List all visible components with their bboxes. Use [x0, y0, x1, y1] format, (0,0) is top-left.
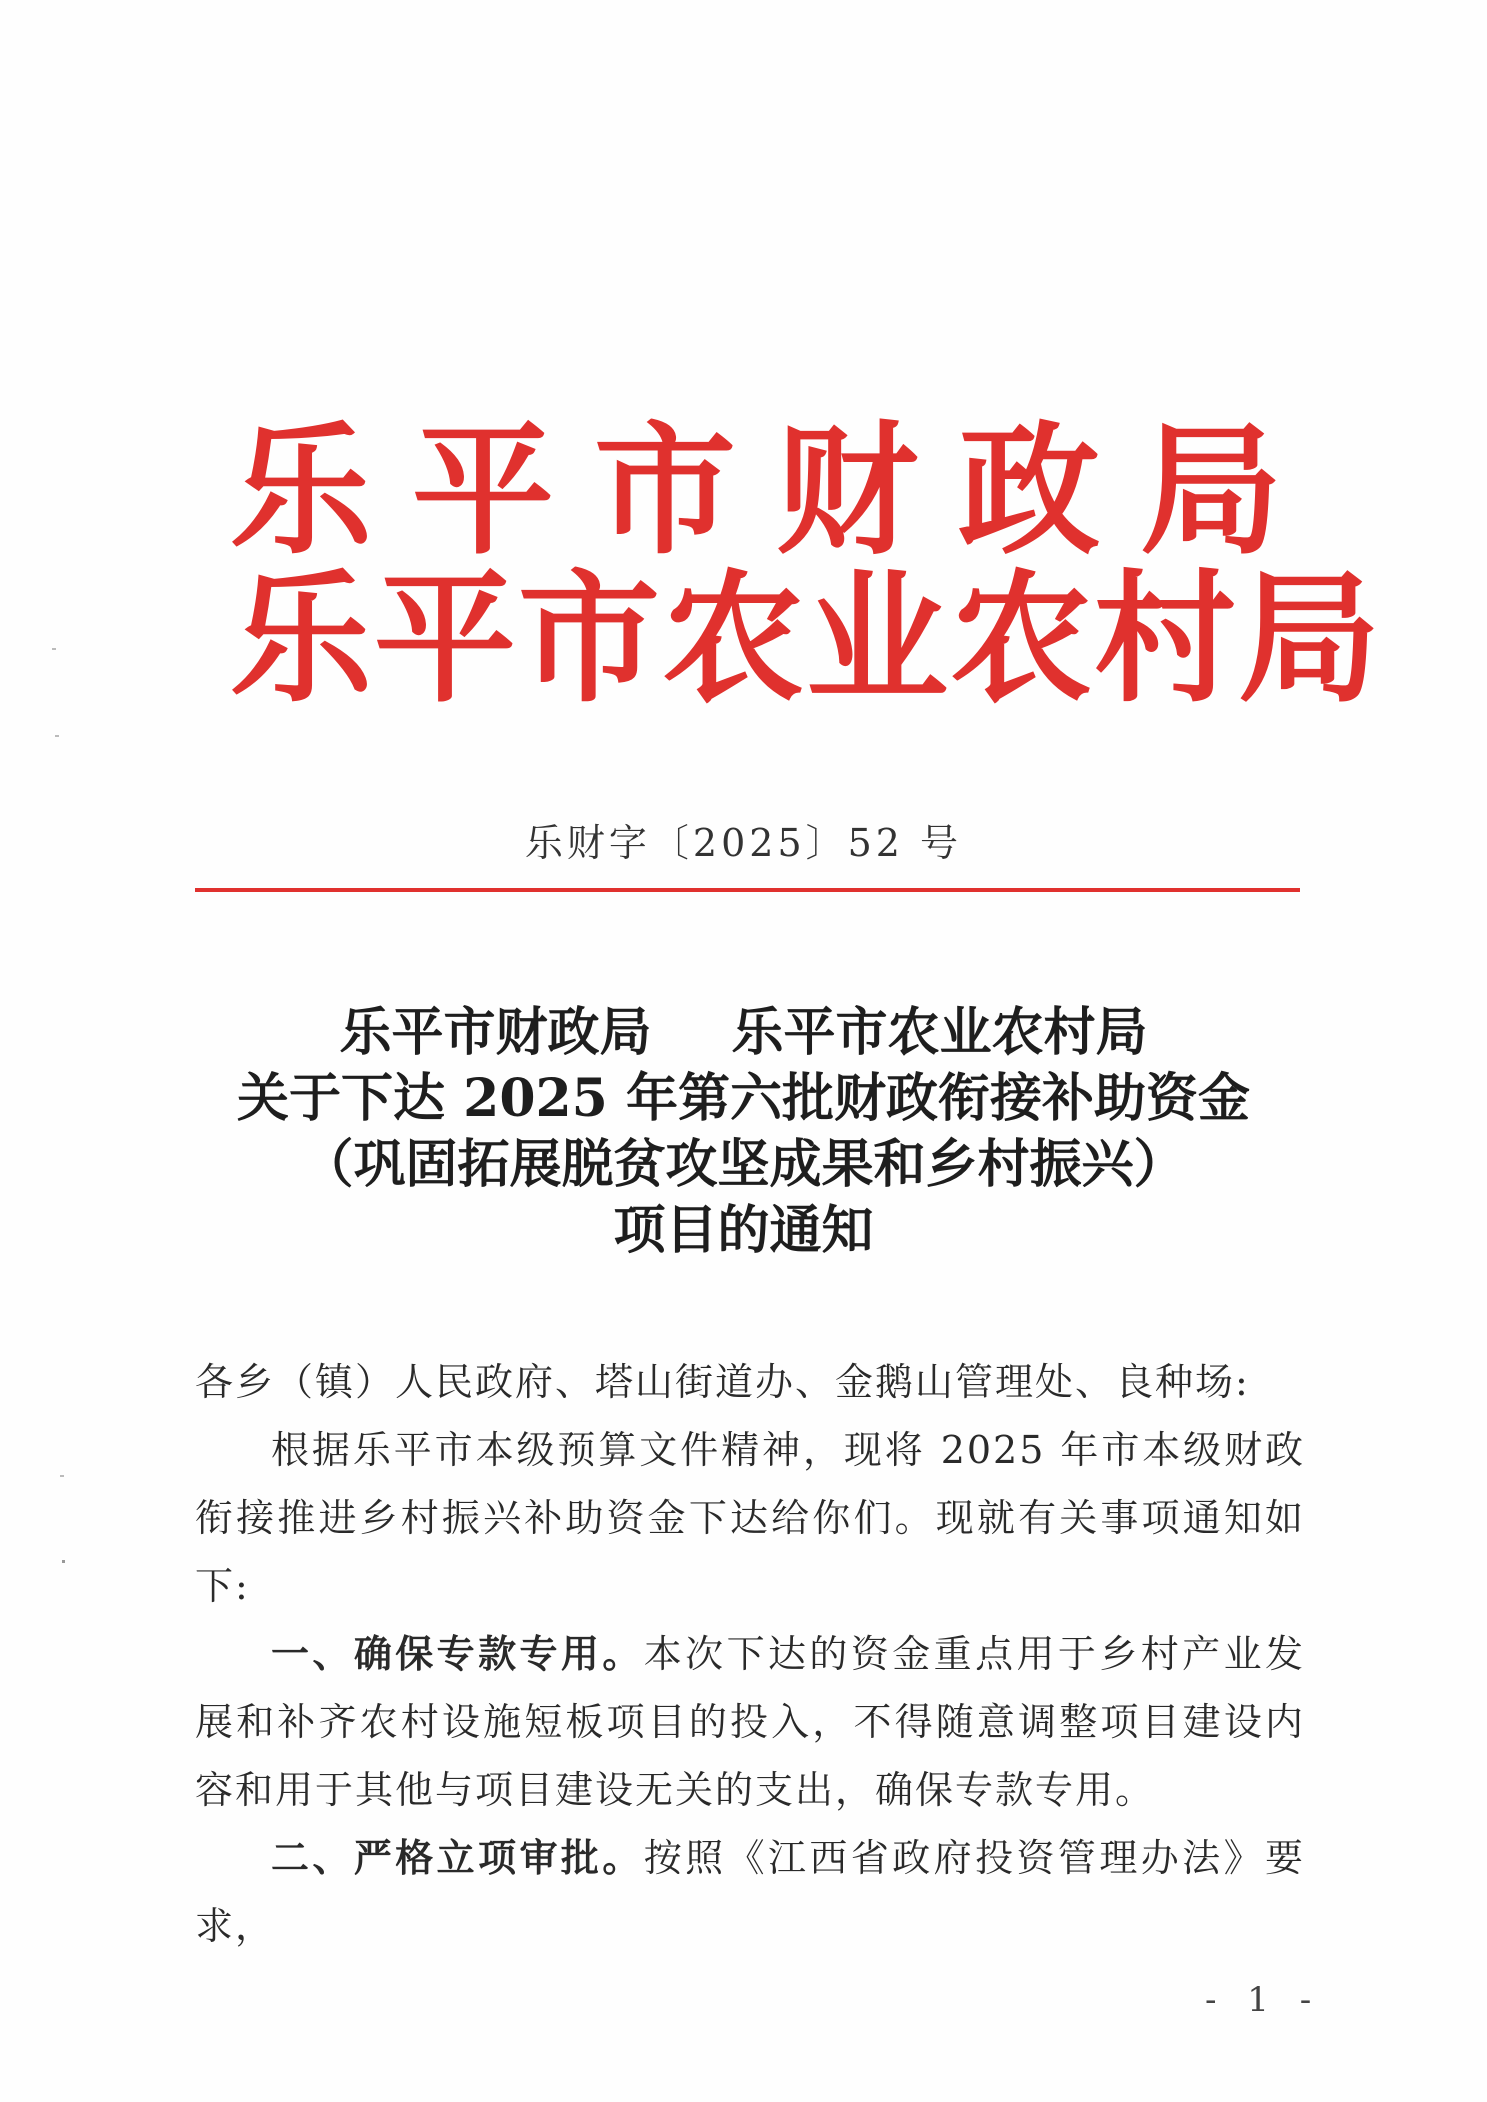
section-1-paragraph [195, 1620, 1305, 1824]
issuer-agriculture-bureau: 乐平市农业农村局 [230, 556, 1382, 722]
issuer-finance-bureau: 乐平市财政局 [230, 408, 1322, 574]
scan-speck [60, 1475, 64, 1477]
section-2-text: 按照《江西省政府投资管理办法》要求， [195, 1836, 1305, 1948]
section-2-heading: 二、严格立项审批。 [271, 1836, 644, 1880]
document-body [195, 1348, 1305, 1960]
scan-speck [52, 648, 56, 650]
section-2-paragraph [195, 1824, 1305, 1960]
red-separator-line [195, 888, 1300, 892]
title-line-1 [0, 1000, 1487, 1066]
section-1-text: 本次下达的资金重点用于乡村产业发展和补齐农村设施短板项目的投入，不得随意调整项目建设内容和用于其他与项目建设无关的支出，确保专款专用。 [195, 1632, 1305, 1812]
title-line-2: 关于下达 2025 年第六批财政衔接补助资金 [237, 1068, 1250, 1129]
title-line-3: （巩固拓展脱贫攻坚成果和乡村振兴） [301, 1134, 1186, 1195]
section-1-heading: 一、确保专款专用。 [271, 1632, 644, 1676]
title-issuer-1: 乐平市财政局 [339, 1002, 652, 1063]
document-title [0, 1000, 1487, 1264]
page-number: - 1 - [1205, 1980, 1322, 2020]
salutation: 各乡（镇）人民政府、塔山街道办、金鹅山管理处、良种场: [195, 1360, 1250, 1404]
scan-speck [55, 735, 59, 737]
document-number: 乐财字〔2025〕52 号 [524, 821, 963, 865]
intro-paragraph: 根据乐平市本级预算文件精神，现将 2025 年市本级财政衔接推进乡村振兴补助资金下达给你们。现就有关事项通知如下: [195, 1428, 1305, 1608]
title-issuer-2: 乐平市农业农村局 [731, 1002, 1148, 1063]
scan-speck [62, 1560, 65, 1563]
title-line-4: 项目的通知 [613, 1200, 874, 1261]
